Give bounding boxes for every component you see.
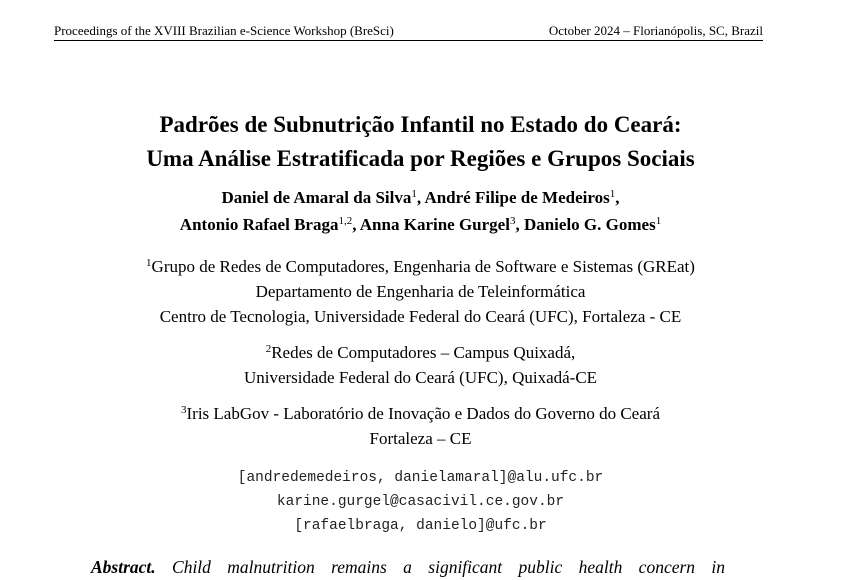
affiliation-text: Redes de Computadores – Campus Quixadá,: [271, 343, 576, 362]
email-line: [rafaelbraga, danielo]@ufc.br: [294, 518, 547, 534]
header-rule: [54, 40, 763, 41]
author-separator: ,: [515, 215, 524, 234]
affiliation-text: Grupo de Redes de Computadores, Engenharia de Software e Sistemas (GREat): [151, 257, 695, 276]
author-line-1: [0, 184, 841, 211]
author-name: André Filipe de Medeiros: [424, 188, 610, 207]
author-affiliation-mark: 3: [509, 215, 516, 227]
author-affiliation-mark: 1,2: [338, 215, 353, 227]
affiliation-mark: 2: [265, 343, 272, 355]
email-line: [andredemedeiros, danielamaral]@alu.ufc.br: [237, 470, 604, 486]
affiliation-line: Fortaleza – CE: [369, 429, 472, 448]
abstract-label: Abstract.: [91, 557, 156, 577]
author-name: Anna Karine Gurgel: [359, 215, 510, 234]
affiliation-line: [0, 340, 841, 365]
email-list: [0, 466, 841, 538]
affiliation-1: [0, 254, 841, 329]
author-separator: ,: [416, 188, 425, 207]
abstract: [91, 555, 725, 579]
author-affiliation-mark: 1: [609, 188, 616, 200]
affiliation-line: Universidade Federal do Ceará (UFC), Quixadá-CE: [243, 368, 598, 387]
title-line-2: Uma Análise Estratificada por Regiões e Grupos Sociais: [146, 146, 695, 171]
author-list: [0, 184, 841, 238]
affiliation-line: Departamento de Engenharia de Teleinformática: [255, 282, 586, 301]
affiliation-line: [0, 401, 841, 426]
author-name: Antonio Rafael Braga: [179, 215, 339, 234]
header-venue: Proceedings of the XVIII Brazilian e-Science Workshop (BreSci): [54, 23, 394, 38]
affiliation-2: [0, 340, 841, 390]
abstract-text: Child malnutrition remains a significant public health concern in: [172, 557, 725, 577]
author-affiliation-mark: 1: [411, 188, 417, 200]
affiliation-3: [0, 401, 841, 451]
author-separator: ,: [352, 215, 360, 234]
affiliation-text: Iris LabGov - Laboratório de Inovação e Dados do Governo do Ceará: [186, 404, 660, 423]
affiliation-line: [0, 254, 841, 279]
paper-title: [0, 108, 841, 176]
running-header: [54, 22, 763, 40]
author-separator: ,: [615, 188, 620, 207]
affiliation-mark: 1: [146, 257, 152, 269]
affiliation-line: Centro de Tecnologia, Universidade Federal do Ceará (UFC), Fortaleza - CE: [159, 307, 682, 326]
email-line: karine.gurgel@casacivil.ce.gov.br: [276, 494, 565, 510]
author-line-2: [0, 211, 841, 238]
author-name: Daniel de Amaral da Silva: [221, 188, 412, 207]
author-affiliation-mark: 1: [655, 215, 662, 227]
affiliation-mark: 3: [181, 404, 187, 416]
author-name: Danielo G. Gomes: [523, 215, 656, 234]
title-line-1: Padrões de Subnutrição Infantil no Estado do Ceará:: [159, 112, 682, 137]
header-date-location: October 2024 – Florianópolis, SC, Brazil: [548, 23, 763, 38]
